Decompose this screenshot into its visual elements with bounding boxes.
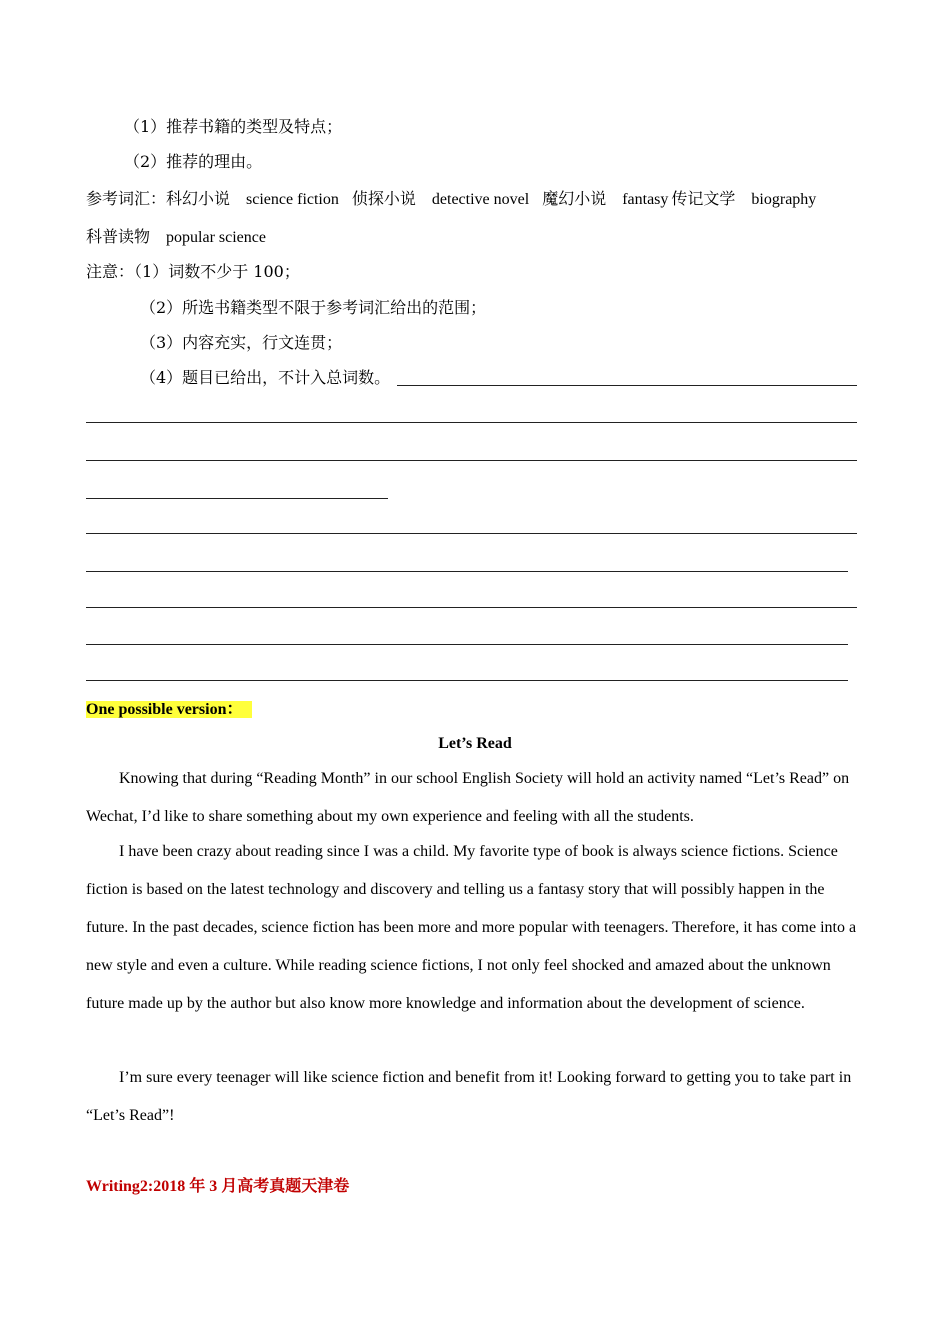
note-item: （4）题目已给出，不计入总词数。 <box>140 368 391 387</box>
writing-line[interactable] <box>86 644 848 645</box>
vocab-en: science fiction <box>246 191 339 208</box>
writing-line[interactable] <box>86 680 848 681</box>
note-item: （2）所选书籍类型不限于参考词汇给出的范围； <box>140 298 487 317</box>
essay-title: Let’s Read <box>438 735 512 752</box>
point-1: （1）推荐书籍的类型及特点； <box>124 117 343 136</box>
highlighted-label: One possible version： <box>86 701 252 718</box>
notes-label: 注意： <box>86 262 135 281</box>
notes-line-1 <box>86 262 300 282</box>
essay-paragraph: Knowing that during “Reading Month” in our school English Society will hold an activity named “Let’s Read” on Wechat, I’d like to share something about my own experience and feeling with all the students. <box>86 770 850 825</box>
writing-line[interactable] <box>86 498 388 499</box>
note-item: （1）词数不少于 100； <box>134 262 300 281</box>
vocab-cn: 科普读物 <box>86 227 151 246</box>
writing-line[interactable] <box>86 422 857 423</box>
vocab-en: detective novel <box>431 191 530 208</box>
vocab-en: biography <box>751 191 817 208</box>
vocab-line-1 <box>86 189 816 210</box>
next-section-heading: Writing2:2018 年 3 月高考真题天津卷 <box>86 1178 350 1195</box>
answer-label <box>86 699 252 720</box>
vocab-cn: 科幻小说 <box>166 189 231 208</box>
writing-line[interactable] <box>86 533 857 534</box>
vocab-cn: 侦探小说 <box>351 189 416 208</box>
note-item: （3）内容充实，行文连贯； <box>140 333 343 352</box>
vocab-cn: 魔幻小说 <box>542 189 607 208</box>
essay-paragraph: I have been crazy about reading since I was a child. My favorite type of book is always science fictions. Science fiction is based on the latest technology and discovery and telling us a fantasy story that will possibly happen in the future. In the past decades, science fiction has been more and more popular with teenagers. Therefore, it has come into a new style and even a culture. While reading science fictions, I not only feel shocked and amazed about the unknown future made up by the author but also know more knowledge and information about the development of science. <box>86 843 857 1012</box>
vocab-en: fantasy <box>622 191 669 208</box>
vocab-label: 参考词汇： <box>86 189 167 208</box>
essay-paragraph: I’m sure every teenager will like science fiction and benefit from it! Looking forward to getting you to take part in “Let’s Read”! <box>86 1069 852 1124</box>
vocab-en: popular science <box>166 229 266 246</box>
vocab-cn: 传记文学 <box>671 189 736 208</box>
vocab-line-2 <box>86 227 266 248</box>
writing-line[interactable] <box>397 385 857 386</box>
writing-line[interactable] <box>86 460 857 461</box>
writing-line[interactable] <box>86 607 857 608</box>
point-2: （2）推荐的理由。 <box>124 152 263 171</box>
writing-line[interactable] <box>86 571 848 572</box>
